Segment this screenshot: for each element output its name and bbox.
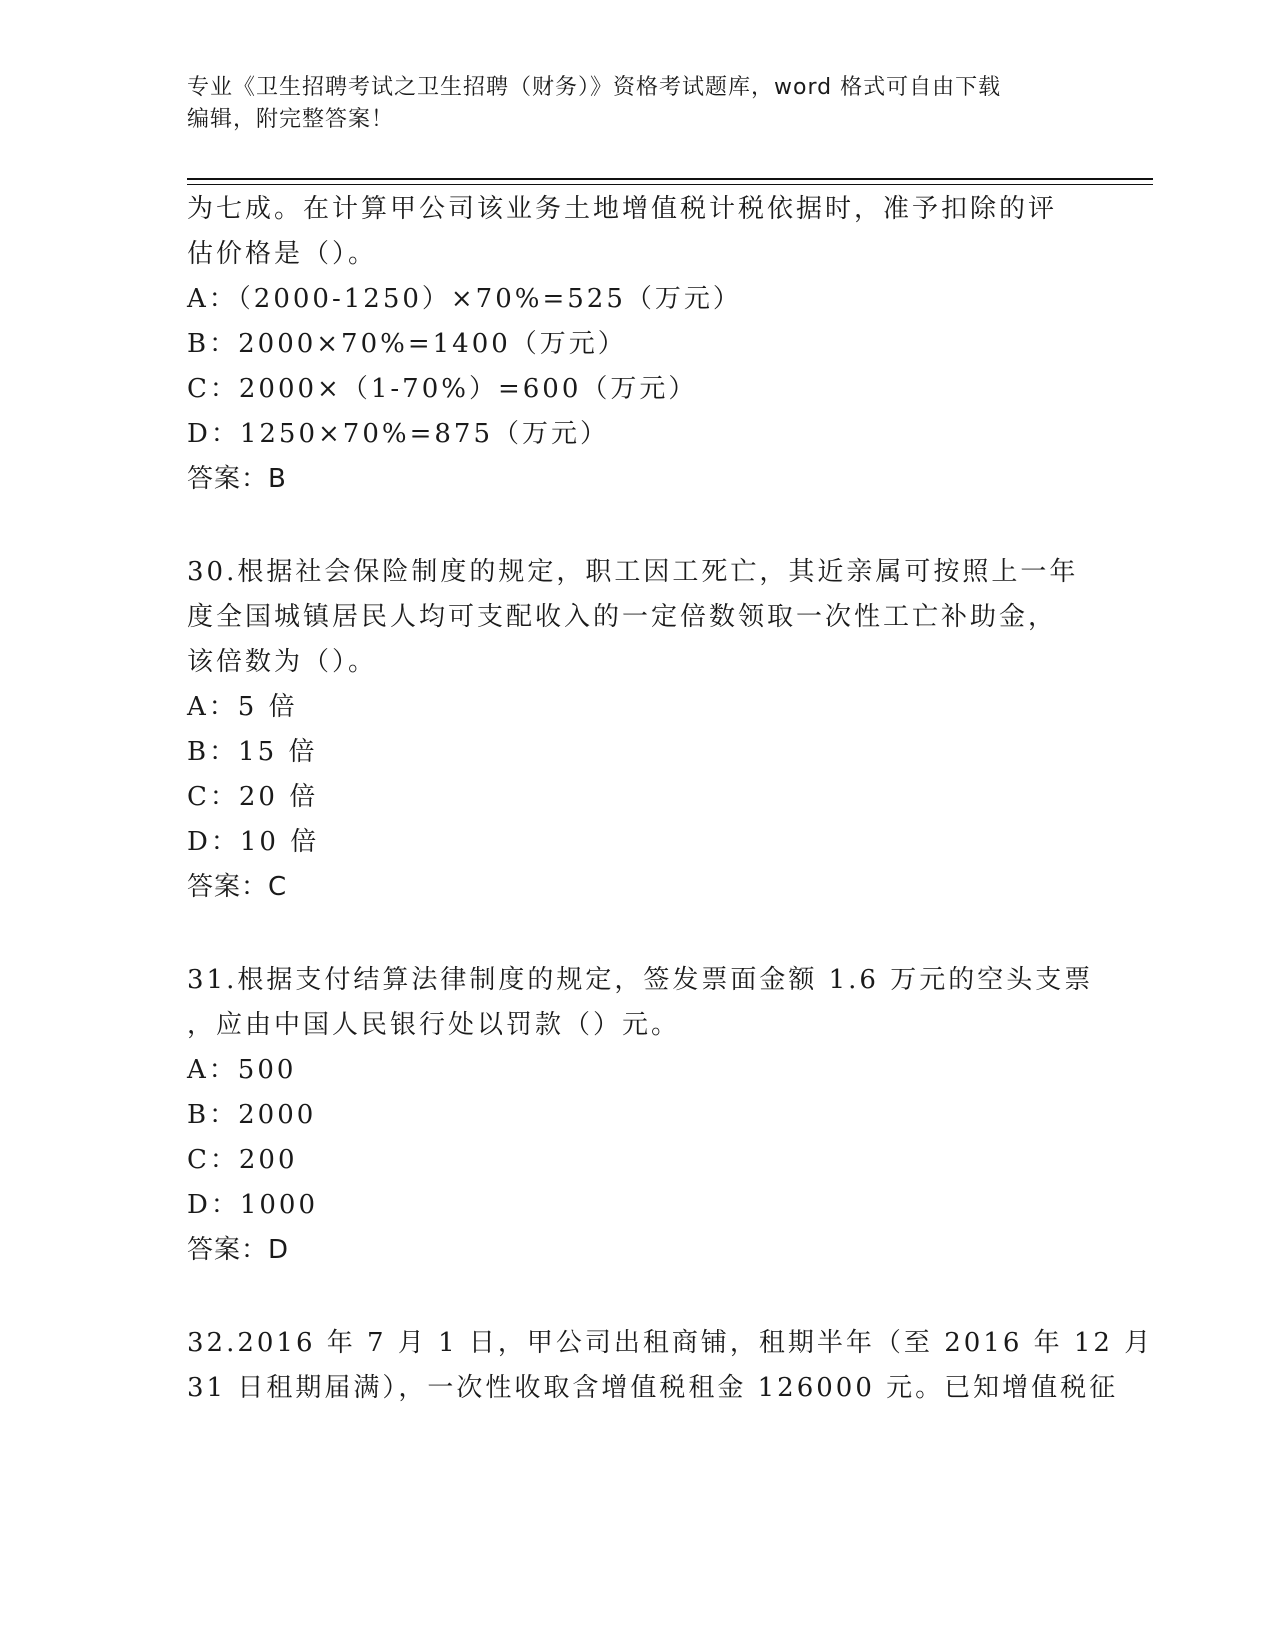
document-header: [187, 72, 1067, 136]
option-d: D：1000: [187, 1190, 319, 1220]
answer-line: 答案：C: [187, 872, 288, 902]
question-stem-line: 32.2016 年 7 月 1 日，甲公司出租商铺，租期半年（至 2016 年 12 月: [187, 1328, 1154, 1358]
option-c: C：2000×（1-70%）=600（万元）: [187, 374, 698, 404]
answer-line: 答案：D: [187, 1235, 290, 1265]
option-a: A：（2000-1250）×70%=525（万元）: [187, 284, 742, 314]
header-divider-thick: [187, 178, 1153, 180]
option-b: B：15 倍: [187, 737, 318, 767]
answer-line: 答案：B: [187, 464, 287, 494]
question-stem-line: ，应由中国人民银行处以罚款（）元。: [187, 1010, 681, 1040]
question-stem-line: 为七成。在计算甲公司该业务土地增值税计税依据时，准予扣除的评: [187, 194, 1058, 224]
question-stem-line: 31 日租期届满），一次性收取含增值税租金 126000 元。已知增值税征: [187, 1373, 1119, 1403]
option-c: C：200: [187, 1145, 298, 1175]
option-a: A：5 倍: [187, 692, 298, 722]
header-line-2: 编辑，附完整答案！: [187, 107, 395, 132]
question-stem-line: 估价格是（）。: [187, 239, 378, 269]
question-29: [187, 187, 1087, 502]
header-line-1: 专业《卫生招聘考试之卫生招聘（财务）》资格考试题库，word 格式可自由下载: [187, 75, 1002, 100]
question-30: [187, 550, 1087, 910]
question-stem-line: 31.根据支付结算法律制度的规定，签发票面金额 1.6 万元的空头支票: [187, 965, 1094, 995]
option-b: B：2000×70%=1400（万元）: [187, 329, 627, 359]
option-c: C：20 倍: [187, 782, 319, 812]
option-b: B：2000: [187, 1100, 317, 1130]
question-stem-line: 30.根据社会保险制度的规定，职工因工死亡，其近亲属可按照上一年: [187, 557, 1079, 587]
question-stem-line: 该倍数为（）。: [187, 647, 378, 677]
question-list: [187, 187, 1154, 1411]
question-31: [187, 958, 1094, 1273]
header-divider-thin: [187, 184, 1153, 185]
option-d: D：1250×70%=875（万元）: [187, 419, 609, 449]
question-32: [187, 1321, 1154, 1411]
option-d: D：10 倍: [187, 827, 320, 857]
option-a: A：500: [187, 1055, 297, 1085]
question-stem-line: 度全国城镇居民人均可支配收入的一定倍数领取一次性工亡补助金，: [187, 602, 1058, 632]
